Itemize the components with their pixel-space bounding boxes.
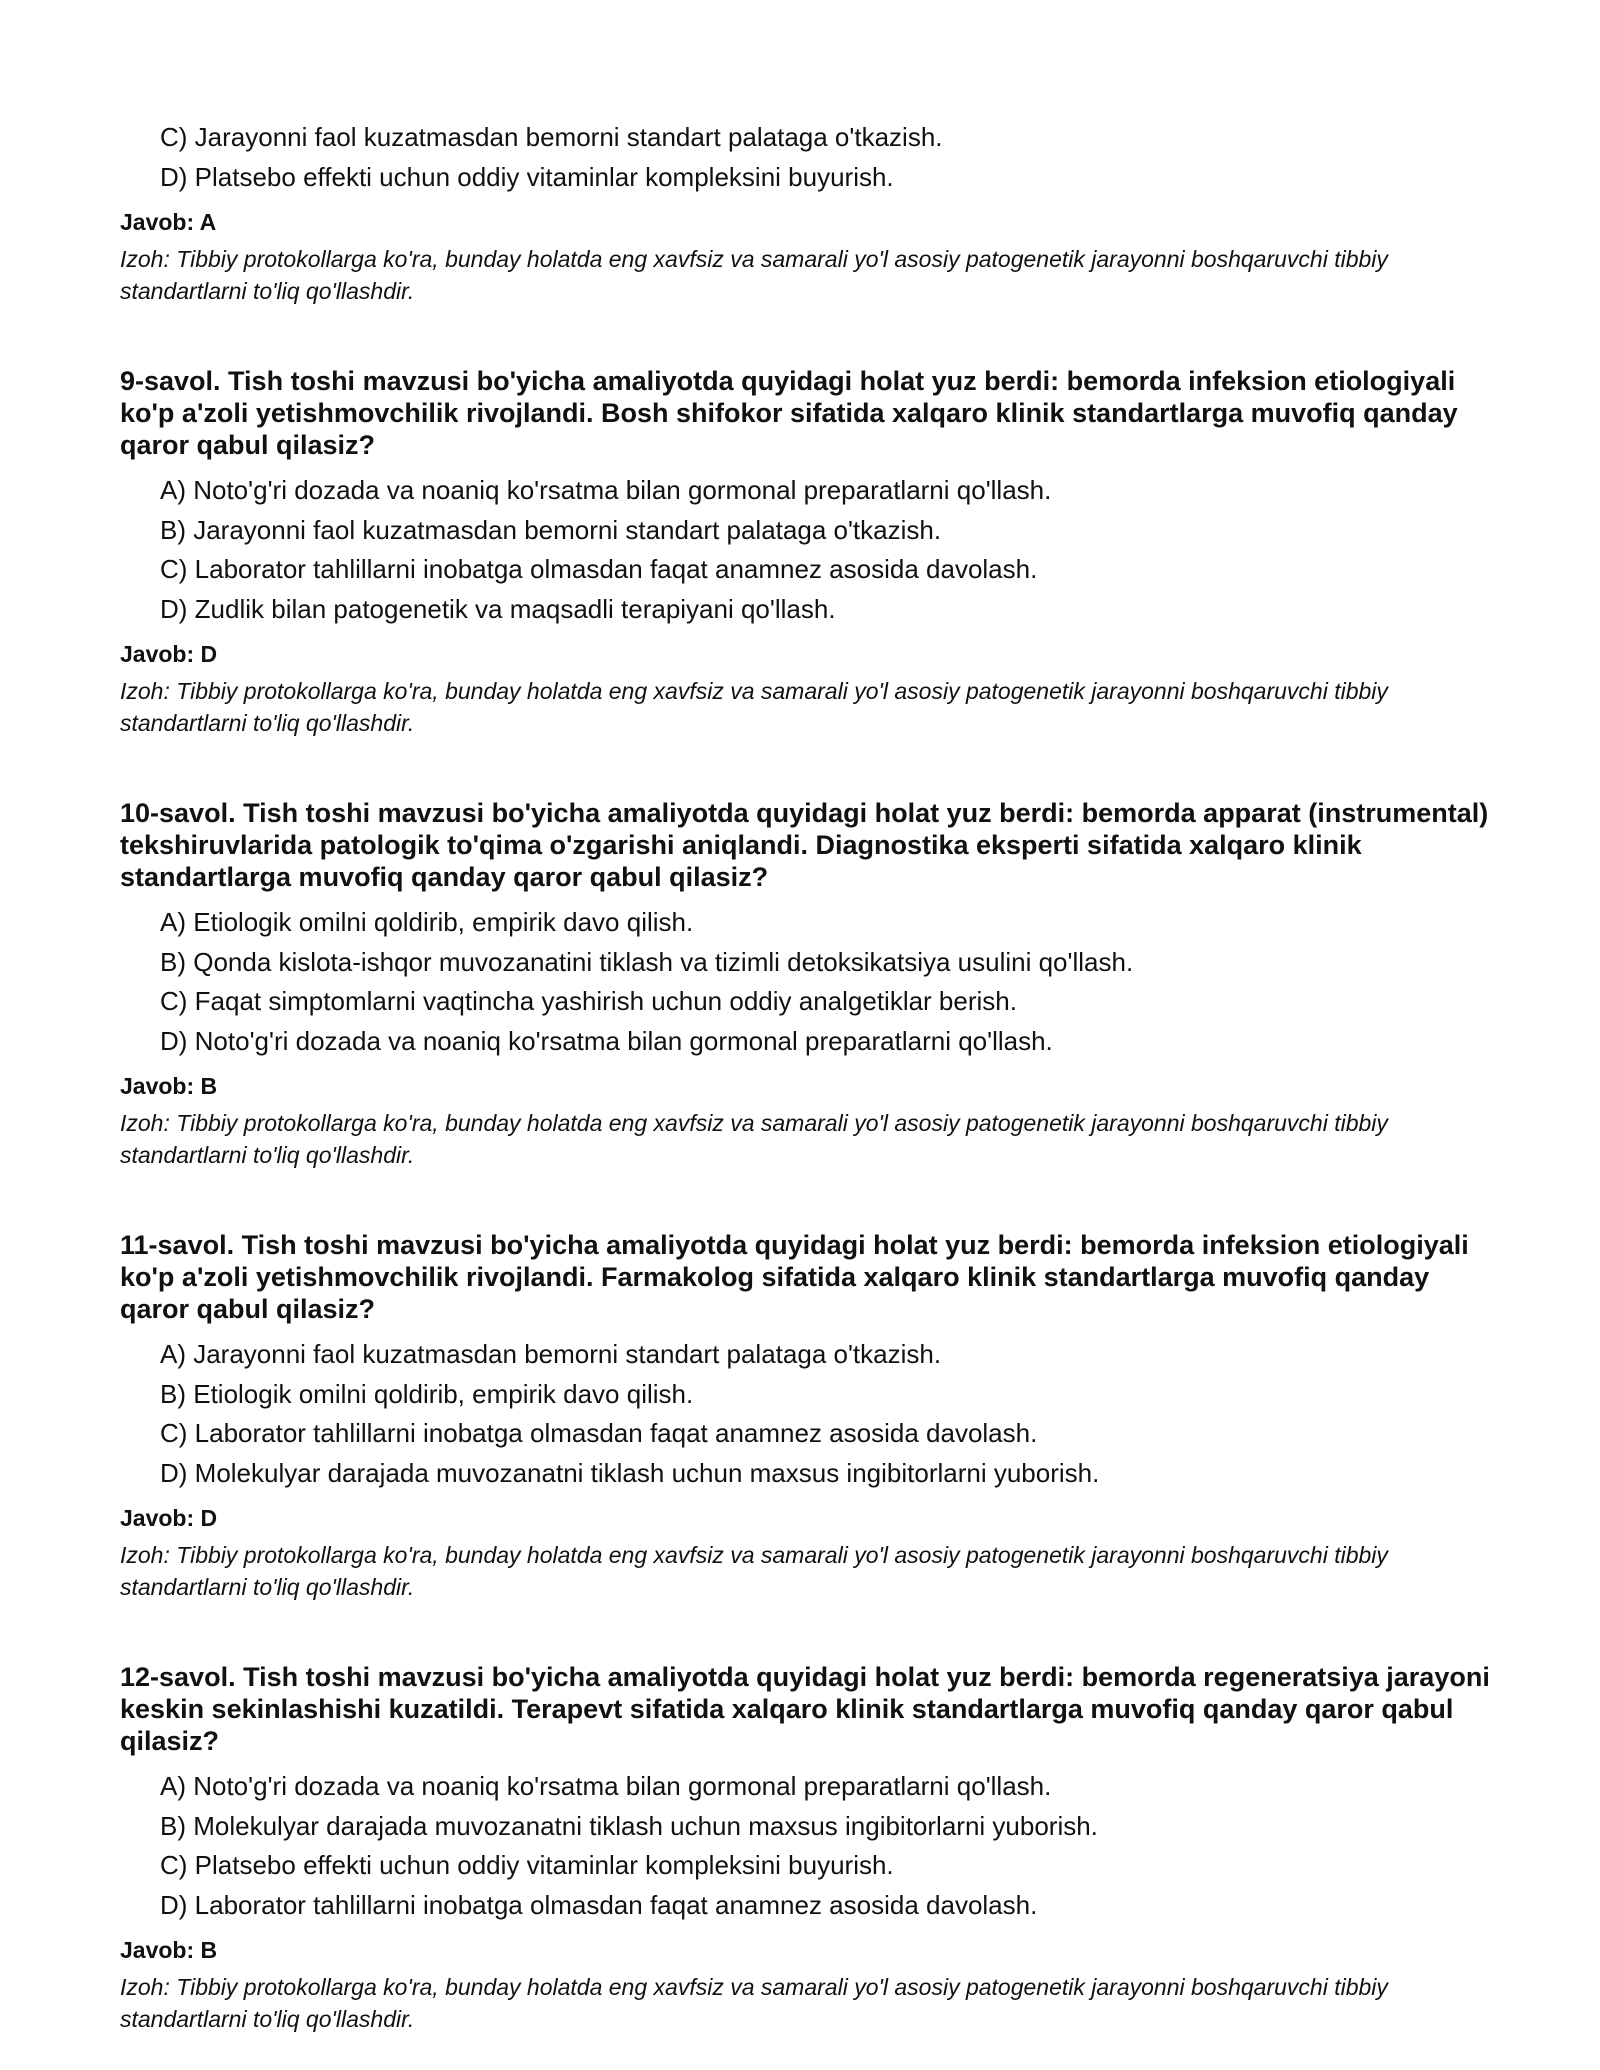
option-b: B) Jarayonni faol kuzatmasdan bemorni standart palataga o'tkazish. (160, 514, 942, 545)
question-title: 11-savol. Tish toshi mavzusi bo'yicha amaliyotda quyidagi holat yuz berdi: bemorda infeksion etiologiyali ko'p a'zoli yetishmovchilik rivojlandi. Farmakolog sifatida xalqaro klinik standartlarga muvofiq qanday qaror qabul qilasiz? (120, 1230, 1469, 1324)
answer-key: Javob: D (120, 641, 218, 667)
question-9 (120, 365, 1500, 739)
explanation-note: Izoh: Tibbiy protokollarga ko'ra, bunday holatda eng xavfsiz va samarali yo'l asosiy patogenetik jarayonni boshqaruvchi tibbiy standartlarni to'liq qo'llashdir. (120, 246, 1388, 304)
option-d: D) Zudlik bilan patogenetik va maqsadli terapiyani qo'llash. (160, 593, 836, 624)
question-title: 10-savol. Tish toshi mavzusi bo'yicha amaliyotda quyidagi holat yuz berdi: bemorda apparat (instrumental) tekshiruvlarida patologik to'qima o'zgarishi aniqlandi. Diagnostika eksperti sifatida xalqaro klinik standartlarga muvofiq qanday qaror qabul qilasiz? (120, 798, 1489, 892)
option-b: B) Qonda kislota-ishqor muvozanatini tiklash va tizimli detoksikatsiya usulini qo'llash. (160, 946, 1134, 977)
option-c: C) Platsebo effekti uchun oddiy vitaminlar kompleksini buyurish. (160, 1850, 894, 1880)
question-11 (120, 1229, 1500, 1603)
option-d: D) Platsebo effekti uchun oddiy vitaminlar kompleksini buyurish. (160, 161, 894, 192)
option-c: C) Laborator tahlillarni inobatga olmasdan faqat anamnez asosida davolash. (160, 1418, 1038, 1448)
option-c: C) Laborator tahlillarni inobatga olmasdan faqat anamnez asosida davolash. (160, 554, 1038, 584)
option-a: A) Jarayonni faol kuzatmasdan bemorni standart palataga o'tkazish. (160, 1339, 942, 1369)
option-b: B) Molekulyar darajada muvozanatni tiklash uchun maxsus ingibitorlarni yuborish. (160, 1810, 1098, 1841)
answer-options (120, 471, 1500, 629)
question-title: 12-savol. Tish toshi mavzusi bo'yicha amaliyotda quyidagi holat yuz berdi: bemorda regeneratsiya jarayoni keskin sekinlashishi kuzatildi. Terapevt sifatida xalqaro klinik standartlarga muvofiq qanday qaror qabul qilasiz? (120, 1662, 1490, 1756)
answer-key: Javob: D (120, 1505, 218, 1531)
previous-question-continuation (120, 118, 1500, 307)
answer-key: Javob: B (120, 1937, 218, 1963)
option-a: A) Noto'g'ri dozada va noaniq ko'rsatma bilan gormonal preparatlarni qo'llash. (160, 1771, 1052, 1801)
question-12 (120, 1661, 1500, 2035)
explanation-note: Izoh: Tibbiy protokollarga ko'ra, bunday holatda eng xavfsiz va samarali yo'l asosiy patogenetik jarayonni boshqaruvchi tibbiy standartlarni to'liq qo'llashdir. (120, 1974, 1388, 2032)
question-title: 9-savol. Tish toshi mavzusi bo'yicha amaliyotda quyidagi holat yuz berdi: bemorda infeksion etiologiyali ko'p a'zoli yetishmovchilik rivojlandi. Bosh shifokor sifatida xalqaro klinik standartlarga muvofiq qanday qaror qabul qilasiz? (120, 366, 1458, 460)
answer-key: Javob: A (120, 209, 217, 235)
answer-options (120, 1335, 1500, 1493)
option-b: B) Etiologik omilni qoldirib, empirik davo qilish. (160, 1378, 694, 1409)
answer-options (120, 903, 1500, 1061)
option-d: D) Noto'g'ri dozada va noaniq ko'rsatma bilan gormonal preparatlarni qo'llash. (160, 1025, 1053, 1056)
option-c: C) Faqat simptomlarni vaqtincha yashirish uchun oddiy analgetiklar berish. (160, 986, 1017, 1016)
option-d: D) Molekulyar darajada muvozanatni tiklash uchun maxsus ingibitorlarni yuborish. (160, 1457, 1100, 1488)
answer-key: Javob: B (120, 1073, 218, 1099)
option-c: C) Jarayonni faol kuzatmasdan bemorni standart palataga o'tkazish. (160, 122, 943, 152)
explanation-note: Izoh: Tibbiy protokollarga ko'ra, bunday holatda eng xavfsiz va samarali yo'l asosiy patogenetik jarayonni boshqaruvchi tibbiy standartlarni to'liq qo'llashdir. (120, 678, 1388, 736)
explanation-note: Izoh: Tibbiy protokollarga ko'ra, bunday holatda eng xavfsiz va samarali yo'l asosiy patogenetik jarayonni boshqaruvchi tibbiy standartlarni to'liq qo'llashdir. (120, 1542, 1388, 1600)
document-page (120, 118, 1500, 2035)
option-d: D) Laborator tahlillarni inobatga olmasdan faqat anamnez asosida davolash. (160, 1889, 1038, 1920)
answer-options (120, 118, 1500, 197)
answer-options (120, 1767, 1500, 1925)
option-a: A) Noto'g'ri dozada va noaniq ko'rsatma bilan gormonal preparatlarni qo'llash. (160, 475, 1052, 505)
option-a: A) Etiologik omilni qoldirib, empirik davo qilish. (160, 907, 694, 937)
explanation-note: Izoh: Tibbiy protokollarga ko'ra, bunday holatda eng xavfsiz va samarali yo'l asosiy patogenetik jarayonni boshqaruvchi tibbiy standartlarni to'liq qo'llashdir. (120, 1110, 1388, 1168)
question-10 (120, 797, 1500, 1171)
